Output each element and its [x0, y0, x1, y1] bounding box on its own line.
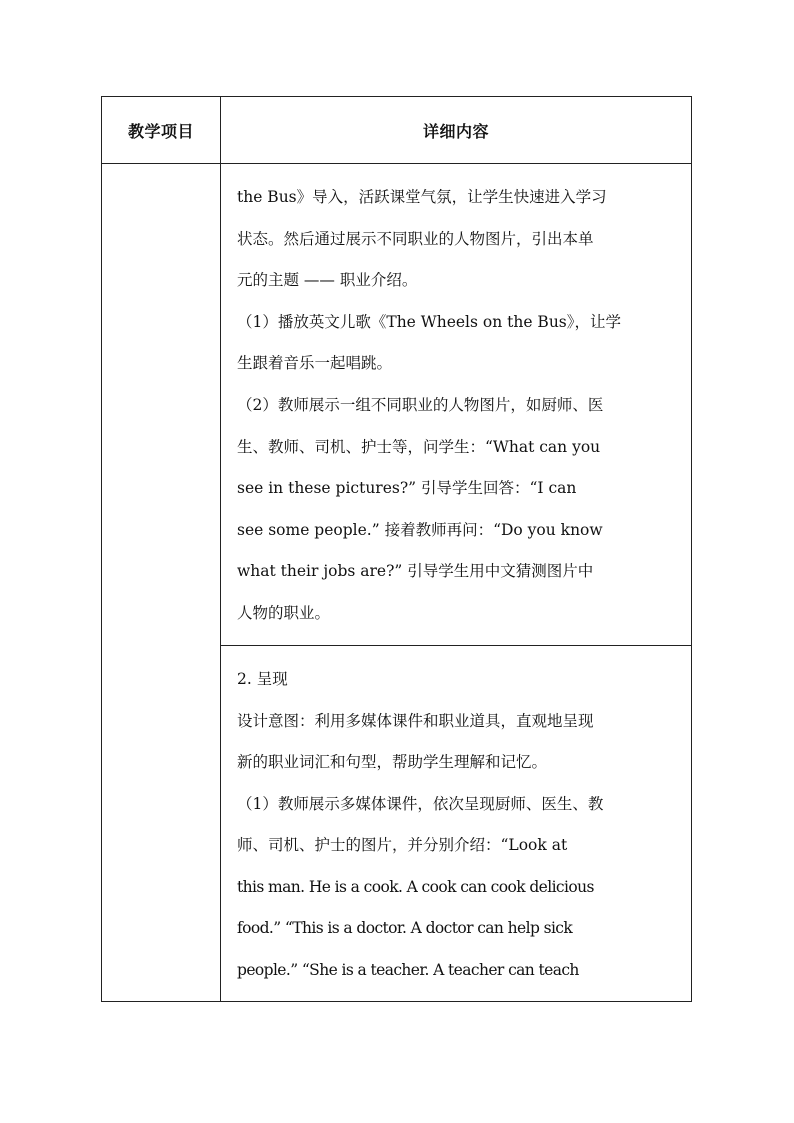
lesson-plan-table — [101, 96, 692, 1002]
section-heading: 2. 呈现 — [237, 670, 288, 688]
content-line: 人物的职业。 — [237, 603, 331, 622]
content-line: 生、教师、司机、护士等，问学生：“What can you — [237, 437, 601, 456]
content-line: people.” “She is a teacher. A teacher can teach — [237, 960, 579, 979]
content-section-presentation — [237, 663, 679, 995]
content-line: 生跟着音乐一起唱跳。 — [237, 354, 393, 373]
content-section-intro — [237, 181, 679, 639]
content-line: see some people.” 接着教师再问：“Do you know — [237, 520, 603, 539]
content-line: this man. He is a cook. A cook can cook delicious — [237, 877, 594, 896]
content-line: 师、司机、护士的图片，并分别介绍：“Look at — [237, 836, 568, 854]
content-line: （2）教师展示一组不同职业的人物图片，如厨师、医 — [237, 395, 604, 414]
content-line: 设计意图：利用多媒体课件和职业道具，直观地呈现 — [237, 711, 594, 730]
content-line: （1）播放英文儿歌《The Wheels on the Bus》，让学 — [237, 312, 622, 331]
row-divider — [220, 645, 691, 646]
content-line: what their jobs are?” 引导学生用中文猜测图片中 — [237, 562, 594, 581]
content-line: see in these pictures?” 引导学生回答：“I can — [237, 479, 577, 498]
content-line: 新的职业词汇和句型，帮助学生理解和记忆。 — [237, 753, 548, 771]
content-line: 元的主题 —— 职业介绍。 — [237, 271, 418, 290]
header-detailed-content: 详细内容 — [422, 121, 489, 141]
header-divider — [102, 163, 691, 164]
content-line: the Bus》导入，活跃课堂气氛，让学生快速进入学习 — [237, 188, 607, 206]
header-teaching-item: 教学项目 — [127, 121, 194, 141]
column-divider — [220, 97, 221, 1001]
content-line: food.” “This is a doctor. A doctor can help sick — [237, 919, 573, 937]
content-line: 状态。然后通过展示不同职业的人物图片，引出本单 — [237, 229, 594, 248]
content-line: （1）教师展示多媒体课件，依次呈现厨师、医生、教 — [237, 794, 604, 813]
